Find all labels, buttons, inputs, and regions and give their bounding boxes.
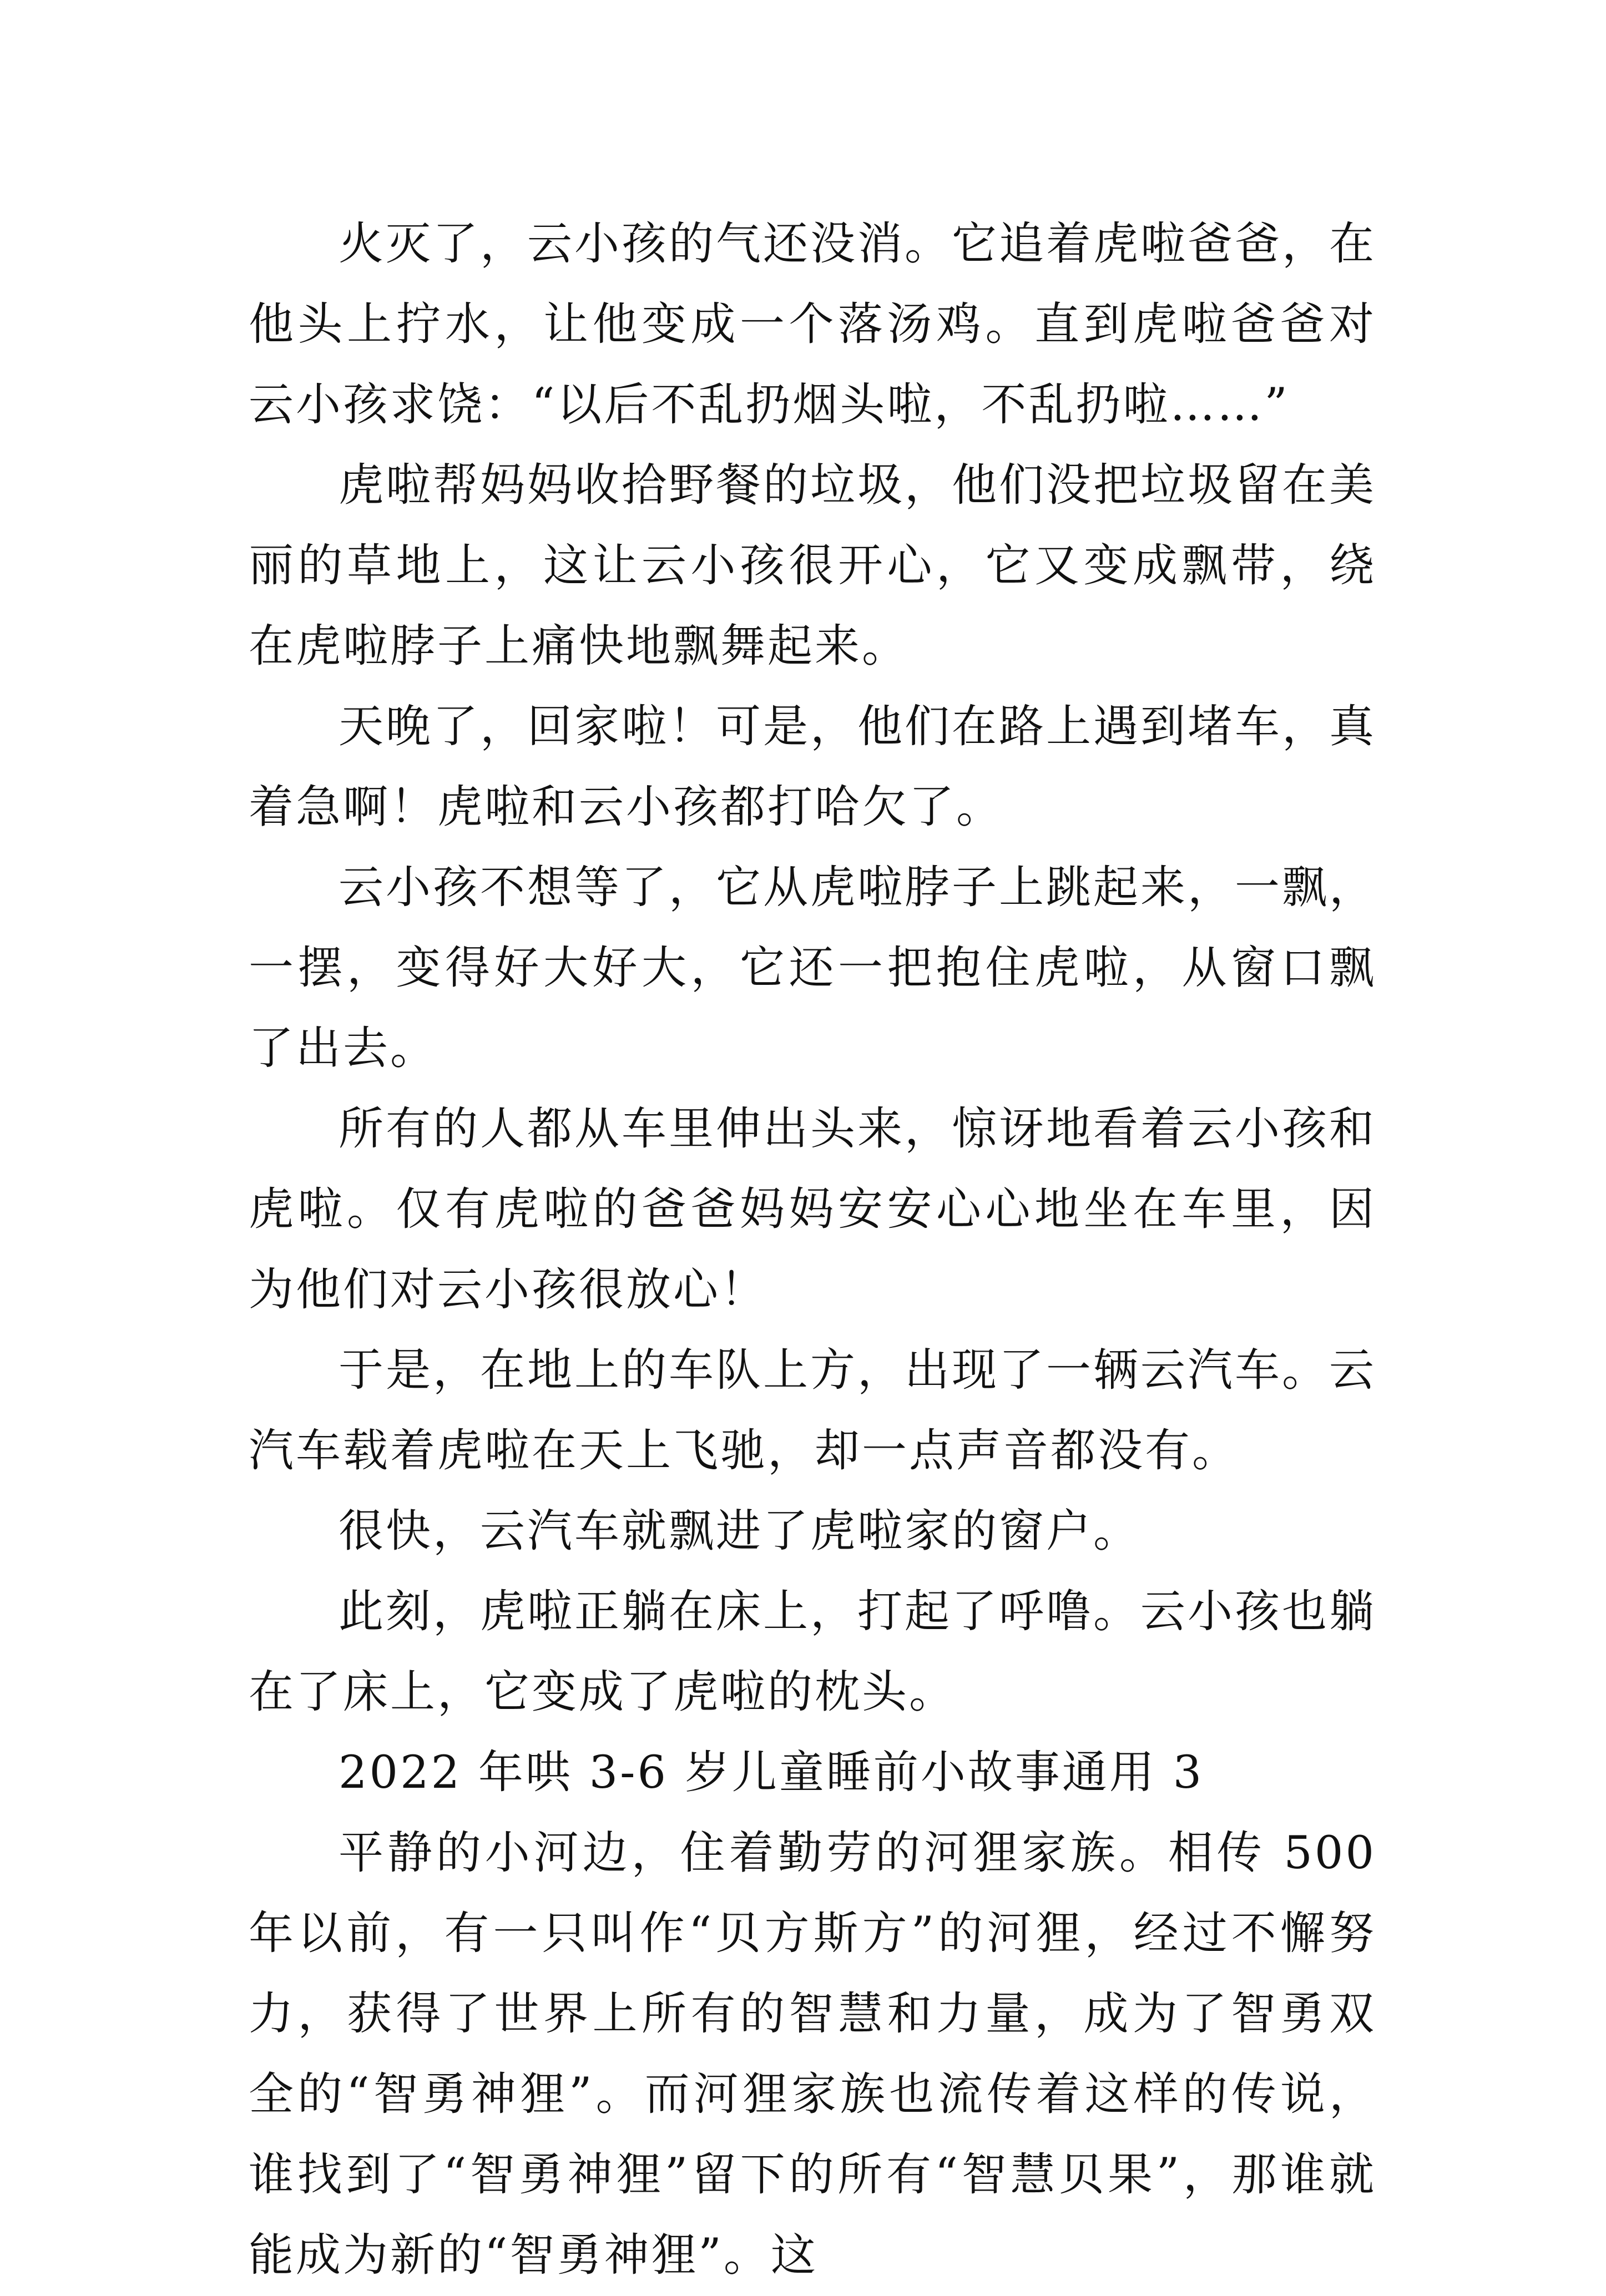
paragraph: 天晚了，回家啦！可是，他们在路上遇到堵车，真着急啊！虎啦和云小孩都打哈欠了。 [249,701,1377,833]
paragraph: 火灭了，云小孩的气还没消。它追着虎啦爸爸，在他头上拧水，让他变成一个落汤鸡。直到虎啦爸爸对云小孩求饶：“以后不乱扔烟头啦，不乱扔啦……” [249,218,1377,431]
paragraph: 虎啦帮妈妈收拾野餐的垃圾，他们没把垃圾留在美丽的草地上，这让云小孩很开心，它又变成飘带，绕在虎啦脖子上痛快地飘舞起来。 [249,459,1377,672]
paragraph: 很快，云汽车就飘进了虎啦家的窗户。 [339,1505,1141,1557]
document-body [249,204,1376,2296]
section-heading: 2022 年哄 3-6 岁儿童睡前小故事通用 3 [339,1747,1204,1799]
paragraph: 于是，在地上的车队上方，出现了一辆云汽车。云汽车载着虎啦在天上飞驰，却一点声音都没有。 [249,1344,1377,1477]
paragraph: 所有的人都从车里伸出头来，惊讶地看着云小孩和虎啦。仅有虎啦的爸爸妈妈安安心心地坐在车里，因为他们对云小孩很放心！ [249,1103,1377,1316]
paragraph: 云小孩不想等了，它从虎啦脖子上跳起来，一飘，一摆，变得好大好大，它还一把抱住虎啦，从窗口飘了出去。 [249,862,1377,1075]
paragraph: 平静的小河边，住着勤劳的河狸家族。相传 500 年以前，有一只叫作“贝方斯方”的河狸，经过不懈努力，获得了世界上所有的智慧和力量，成为了智勇双全的“智勇神狸”。而河狸家族也流传着这样的传说，谁找到了“智勇神狸”留下的所有“智慧贝果”，那谁就能成为新的“智勇神狸”。这 [249,1827,1376,2282]
paragraph: 此刻，虎啦正躺在床上，打起了呼噜。云小孩也躺在了床上，它变成了虎啦的枕头。 [249,1586,1377,1718]
